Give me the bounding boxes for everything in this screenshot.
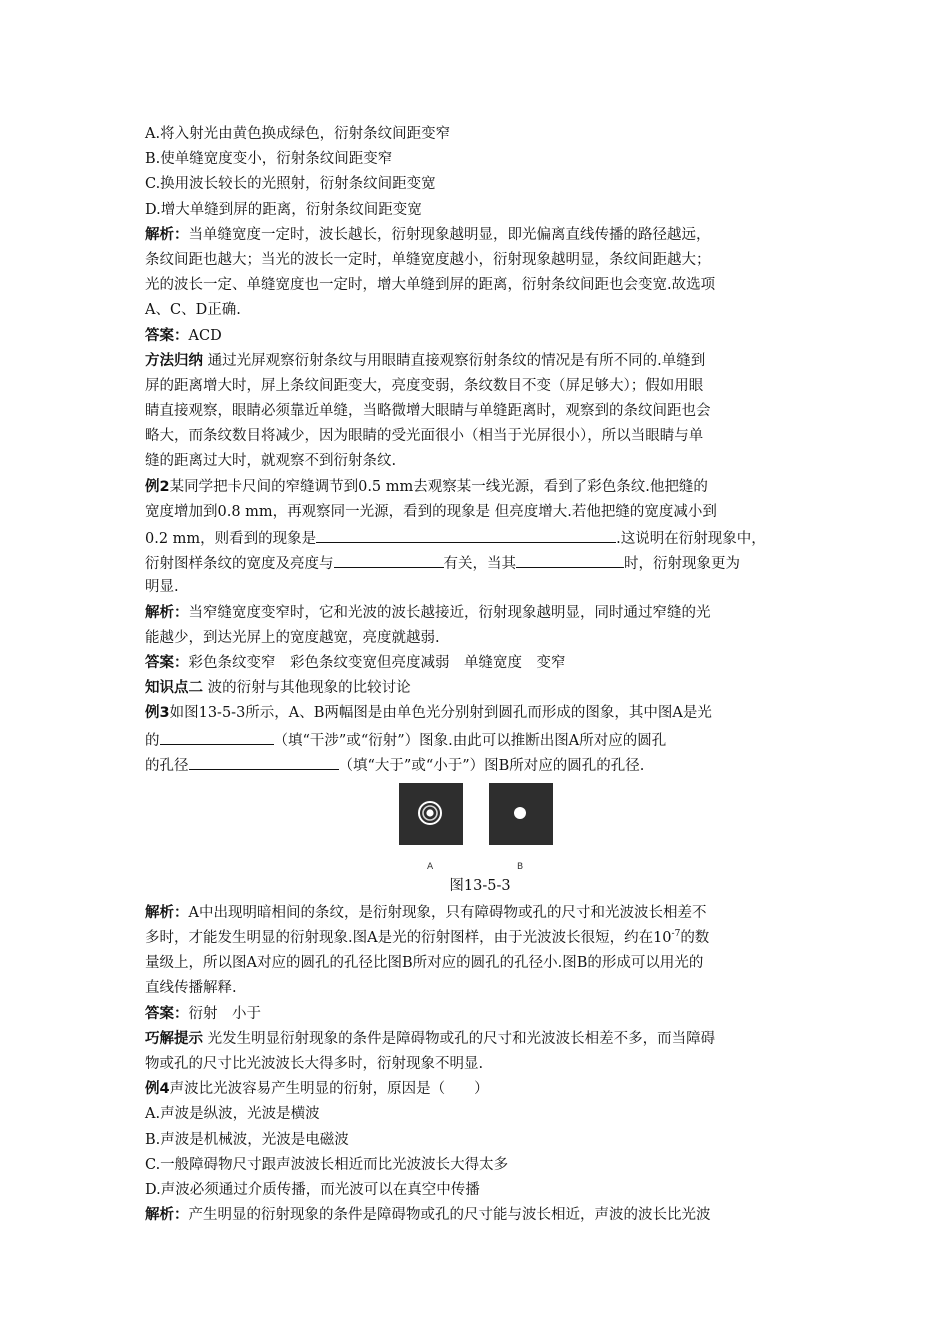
method-label: 方法归纳 [145,352,203,369]
knowledge-point-heading [145,676,815,701]
ex4-text: 声波比光波容易产生明显的衍射，原因是（ ） [169,1081,489,1098]
ex3-analysis-text-4: 直线传播解释. [145,980,237,997]
method-text-4: 略大，而条纹数目将减少，因为眼睛的受光面很小（相当于光屏很小），所以当眼睛与单 [145,428,704,445]
ex1-answer-line [145,324,815,349]
ex1-option-c: C.换用波长较长的光照射，衍射条纹间距变宽 [145,176,436,193]
answer-blank [334,550,444,568]
ex2-text: 某同学把卡尺间的窄缝调节到0.5 mm去观察某一线光源，看到了彩色条纹.他把缝的 [169,478,708,495]
analysis-label: 解析： [145,1207,189,1224]
ex3-analysis-text-2 [145,926,815,951]
method-text-5: 缝的距离过大时，就观察不到衍射条纹. [145,453,397,470]
analysis-label: 解析： [145,904,189,921]
ex1-analysis-text-2: 条纹间距也越大；当光的波长一定时，单缝宽度越小，衍射现象越明显，条纹间距越大； [145,251,711,268]
knowledge-point-label: 知识点二 [145,680,203,697]
example-label: 例2 [145,478,170,495]
diffraction-pattern-image [399,783,463,845]
answer-text: 彩色条纹变窄 彩色条纹变宽但亮度减弱 单缝宽度 变窄 [188,654,566,671]
answer-label: 答案： [145,654,189,671]
ex3-stem-line-3 [145,752,815,777]
ex1-analysis-text-4: A、C、D正确. [145,302,241,319]
ex3-stem-line-2 [145,727,815,752]
figure-13-5-3 [145,783,815,871]
answer-text: 衍射 小于 [188,1005,261,1022]
analysis-text: 当单缝宽度一定时，波长越长，衍射现象越明显，即光偏离直线传播的路径越远， [188,226,711,243]
ex3-answer-line [145,1002,815,1027]
ex2-text: .这说明在衍射现象中， [616,531,766,547]
ex3-analysis-text-3: 量级上，所以图A对应的圆孔的孔径比图B所对应的圆孔的孔径小.图B的形成可以用光的 [145,955,704,972]
tip-label: 巧解提示 [145,1030,203,1047]
ex2-text: 有关，当其 [443,556,516,573]
answer-blank [189,752,339,770]
ex2-stem-line-5: 明显. [145,579,179,596]
ex2-analysis-text-2: 能越少，到达光屏上的宽度越宽，亮度就越弱. [145,629,440,646]
ex2-text: 时，衍射现象更为 [624,556,740,573]
answer-blank [516,550,624,568]
ex4-option-d: D.声波必须通过介质传播，而光波可以在真空中传播 [145,1181,480,1198]
figure-label-a: A [427,861,434,872]
tip-line [145,1027,815,1052]
ex2-text: 0.2 mm，则看到的现象是 [145,531,317,547]
ex4-analysis-line [145,1203,815,1228]
answer-text: ACD [188,327,222,344]
ex4-option-c: C.一般障碍物尺寸跟声波波长相近而比光波波长大得太多 [145,1156,509,1173]
analysis-text: 当窄缝宽度变窄时，它和光波的波长越接近，衍射现象越明显，同时通过窄缝的光 [188,604,711,621]
ex2-answer-line [145,651,815,676]
document-body [145,122,815,1228]
ex2-stem-line-1 [145,475,815,500]
ex3-text: 如图13-5-3所示，A、B两幅图是由单色光分别射到圆孔而形成的图象，其中图A是光 [169,705,712,722]
analysis-text: A中出现明暗相间的条纹，是衍射现象，只有障碍物或孔的尺寸和光波波长相差不 [188,904,707,921]
ex3-text: 的 [145,732,160,749]
ex1-analysis-text-3: 光的波长一定、单缝宽度也一定时，增大单缝到屏的距离，衍射条纹间距也会变宽.故选项 [145,277,716,294]
ex3-text: （填“干涉”或“衍射”）图象.由此可以推断出图A所对应的圆孔 [273,732,667,749]
answer-label: 答案： [145,327,189,344]
answer-blank [160,727,274,745]
analysis-text: 产生明显的衍射现象的条件是障碍物或孔的尺寸能与波长相近，声波的波长比光波 [188,1207,711,1224]
ex3-stem-line-1 [145,701,815,726]
answer-label: 答案： [145,1005,189,1022]
method-text: 通过光屏观察衍射条纹与用眼睛直接观察衍射条纹的情况是有所不同的.单缝到 [207,352,706,369]
method-summary-line [145,349,815,374]
figure-caption: 图13-5-3 [449,877,511,894]
ex4-option-b: B.声波是机械波，光波是电磁波 [145,1131,349,1148]
example-label: 例4 [145,1081,170,1098]
figure-label-b: B [517,861,524,872]
ex1-analysis-line [145,223,815,248]
ex2-text: 衍射图样条纹的宽度及亮度与 [145,556,334,573]
concentric-rings-icon [399,783,463,845]
method-text-2: 屏的距离增大时，屏上条纹间距变大，亮度变弱，条纹数目不变（屏足够大）；假如用眼 [145,377,704,394]
white-dot-icon [489,783,553,845]
ex1-option-b: B.使单缝宽度变小，衍射条纹间距变窄 [145,151,393,168]
knowledge-point-title: 波的衍射与其他现象的比较讨论 [207,680,411,697]
example-label: 例3 [145,705,170,722]
ex3-text: 的孔径 [145,757,189,774]
answer-blank [316,525,616,543]
analysis-text: 多时，才能发生明显的衍射现象.图A是光的衍射图样，由于光波波长很短，约在10 [145,930,672,947]
light-spot-image [489,783,553,845]
method-text-3: 睛直接观察，眼睛必须靠近单缝，当略微增大眼睛与单缝距离时，观察到的条纹间距也会 [145,403,711,420]
ex3-analysis-line [145,901,815,926]
tip-text-2: 物或孔的尺寸比光波波长大得多时，衍射现象不明显. [145,1056,484,1072]
analysis-label: 解析： [145,604,189,621]
ex2-stem-line-4 [145,550,815,575]
analysis-label: 解析： [145,226,189,243]
ex2-stem-line-3 [145,525,815,550]
ex2-analysis-line [145,601,815,626]
ex4-stem-line [145,1077,815,1102]
ex2-stem-line-2: 宽度增加到0.8 mm，再观察同一光源，看到的现象是 但亮度增大.若他把缝的宽度减小到 [145,503,717,520]
ex4-option-a: A.声波是纵波，光波是横波 [145,1106,320,1123]
ex1-option-d: D.增大单缝到屏的距离，衍射条纹间距变宽 [145,201,422,218]
ex1-option-a: A.将入射光由黄色换成绿色，衍射条纹间距变窄 [145,126,451,142]
tip-text: 光发生明显衍射现象的条件是障碍物或孔的尺寸和光波波长相差不多，而当障碍 [207,1030,716,1047]
analysis-text: 的数 [680,930,710,947]
exponent: -7 [671,929,681,940]
ex3-text: （填“大于”或“小于”）图B所对应的圆孔的孔径. [338,757,645,774]
